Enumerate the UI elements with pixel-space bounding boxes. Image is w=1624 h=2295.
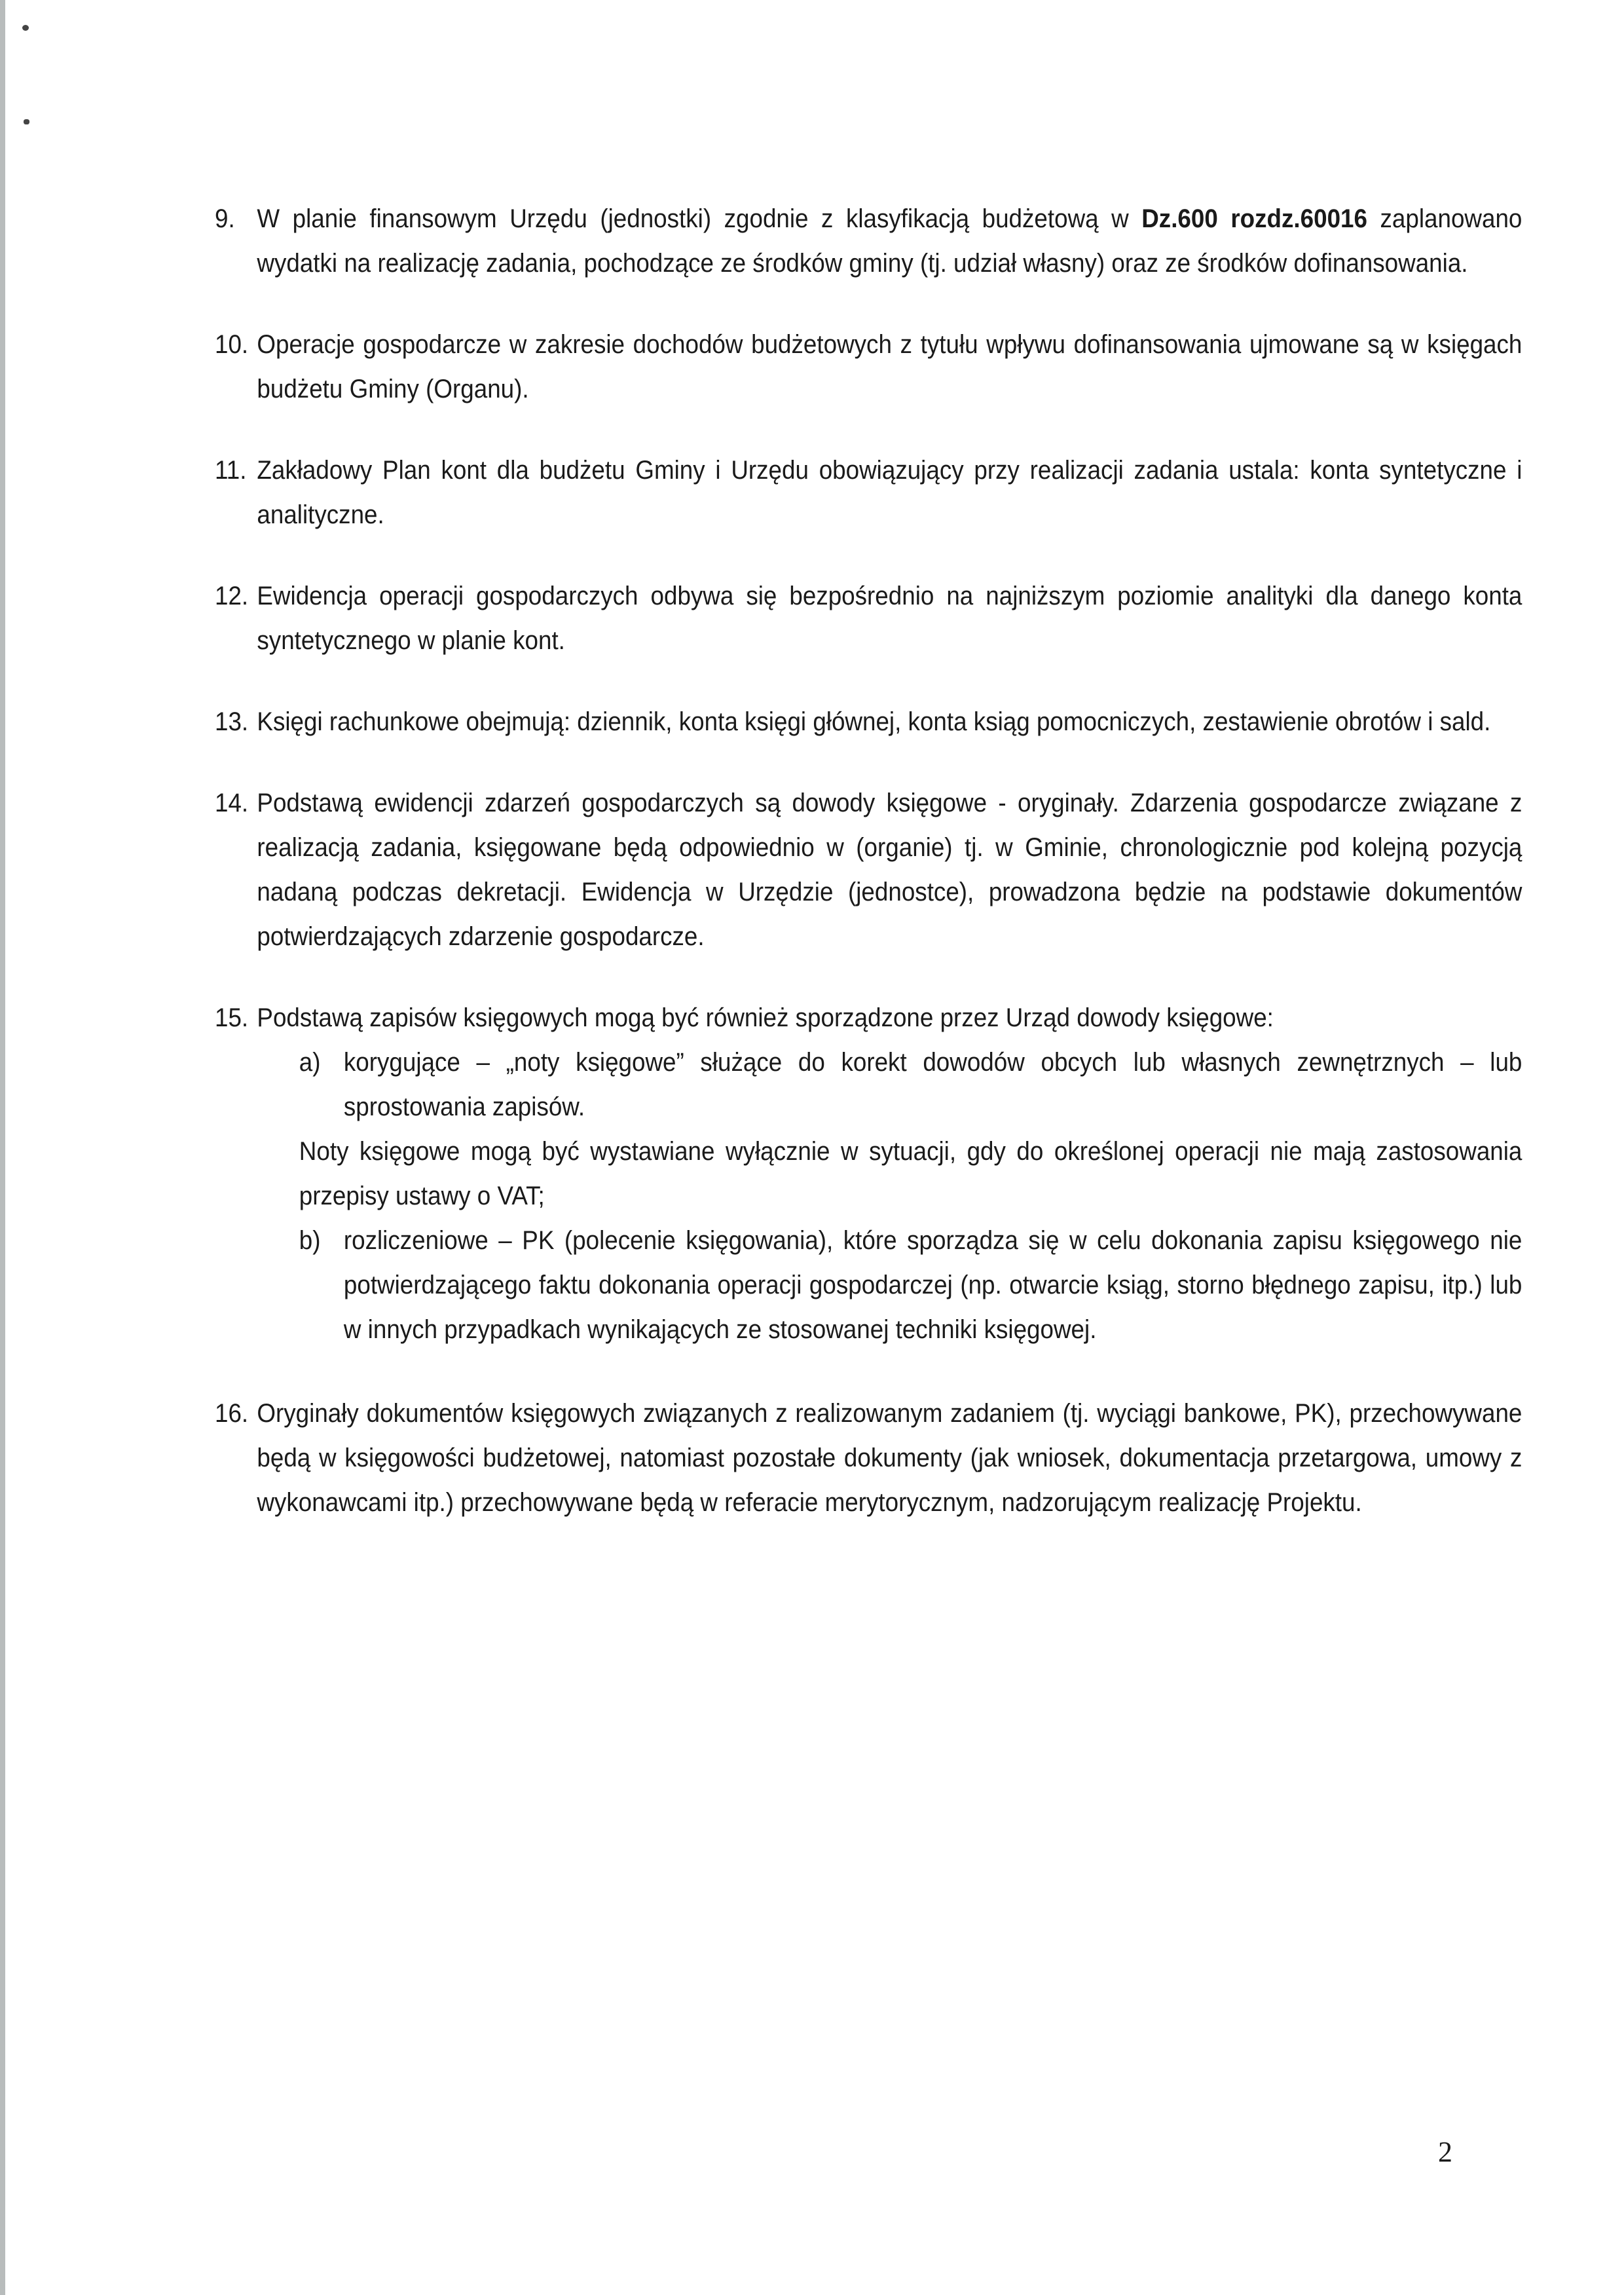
item-text: Podstawą zapisów księgowych mogą być również sporządzone przez Urząd dowody księgowe: — [257, 1003, 1274, 1032]
item-text: zaplanowano wydatki na realizację zadania, pochodzące ze środków gminy (tj. udział własny) oraz ze środków dofinansowania. — [257, 204, 1522, 278]
list-item-14 — [215, 781, 1522, 959]
list-item-9 — [215, 196, 1522, 286]
item-number: 11. — [215, 456, 247, 485]
page-number: 2 — [1438, 2136, 1452, 2168]
item-text: Oryginały dokumentów księgowych związanych z realizowanym zadaniem (tj. wyciągi bankowe, PK), przechowywane będą w księgowości budżetowej, natomiast pozostałe dokumenty (jak wniosek, dokumentacja przetargowa, umowy z wykonawcami itp.) przechowywane będą w referacie merytorycznym, nadzorującym realizację Projektu. — [257, 1399, 1522, 1517]
budget-classification: Dz.600 rozdz.60016 — [1141, 204, 1367, 233]
scan-speck — [24, 119, 29, 124]
vat-note: Noty księgowe mogą być wystawiane wyłącznie w sytuacji, gdy do określonej operacji nie mają zastosowania przepisy ustawy o VAT; — [299, 1137, 1522, 1210]
list-item-15 — [215, 996, 1522, 1352]
list-item-13 — [215, 700, 1522, 744]
item-number: 15. — [215, 1003, 249, 1032]
document-body — [215, 196, 1522, 1561]
item-number: 16. — [215, 1399, 249, 1428]
item-number: 10. — [215, 330, 249, 359]
item-number: 12. — [215, 582, 249, 610]
list-item-10 — [215, 322, 1522, 411]
item-number: 9. — [215, 204, 235, 233]
sub-item-text: korygujące – „noty księgowe” służące do korekt dowodów obcych lub własnych zewnętrznych – lub sprostowania zapisów. — [343, 1048, 1522, 1121]
list-item-16 — [215, 1391, 1522, 1525]
item-text: Ewidencja operacji gospodarczych odbywa się bezpośrednio na najniższym poziomie analityki dla danego konta syntetycznego w planie kont. — [257, 582, 1522, 655]
item-text: Podstawą ewidencji zdarzeń gospodarczych są dowody księgowe - oryginały. Zdarzenia gospodarcze związane z realizacją zadania, księgowane będą odpowiednio w (organie) tj. w Gminie, chronologicznie pod kolejną pozycją nadaną podczas dekretacji. Ewidencja w Urzędzie (jednostce), prowadzona będzie na podstawie dokumentów potwierdzających zdarzenie gospodarcze. — [257, 789, 1522, 951]
item-number: 13. — [215, 707, 249, 736]
item-number: 14. — [215, 789, 249, 817]
scan-speck — [22, 25, 29, 31]
sub-item-b — [299, 1218, 1522, 1352]
list-item-12 — [215, 574, 1522, 663]
item-text: Operacje gospodarcze w zakresie dochodów budżetowych z tytułu wpływu dofinansowania ujmowane są w księgach budżetu Gminy (Organu). — [257, 330, 1522, 403]
sub-item-label: b) — [299, 1226, 321, 1255]
scan-edge — [0, 0, 5, 2295]
list-item-11 — [215, 448, 1522, 537]
item-text: W planie finansowym Urzędu (jednostki) zgodnie z klasyfikacją budżetową w — [257, 204, 1142, 233]
sub-item-a — [299, 1040, 1522, 1129]
item-text: Zakładowy Plan kont dla budżetu Gminy i Urzędu obowiązujący przy realizacji zadania ustala: konta syntetyczne i analityczne. — [257, 456, 1522, 529]
sub-item-text: rozliczeniowe – PK (polecenie księgowania), które sporządza się w celu dokonania zapisu księgowego nie potwierdzającego faktu dokonania operacji gospodarczej (np. otwarcie ksiąg, storno błędnego zapisu, itp.) lub w innych przypadkach wynikających ze stosowanej techniki księgowej. — [343, 1226, 1522, 1344]
sub-item-label: a) — [299, 1048, 321, 1077]
item-text: Księgi rachunkowe obejmują: dziennik, konta księgi głównej, konta ksiąg pomocniczych, zestawienie obrotów i sald. — [257, 707, 1491, 736]
